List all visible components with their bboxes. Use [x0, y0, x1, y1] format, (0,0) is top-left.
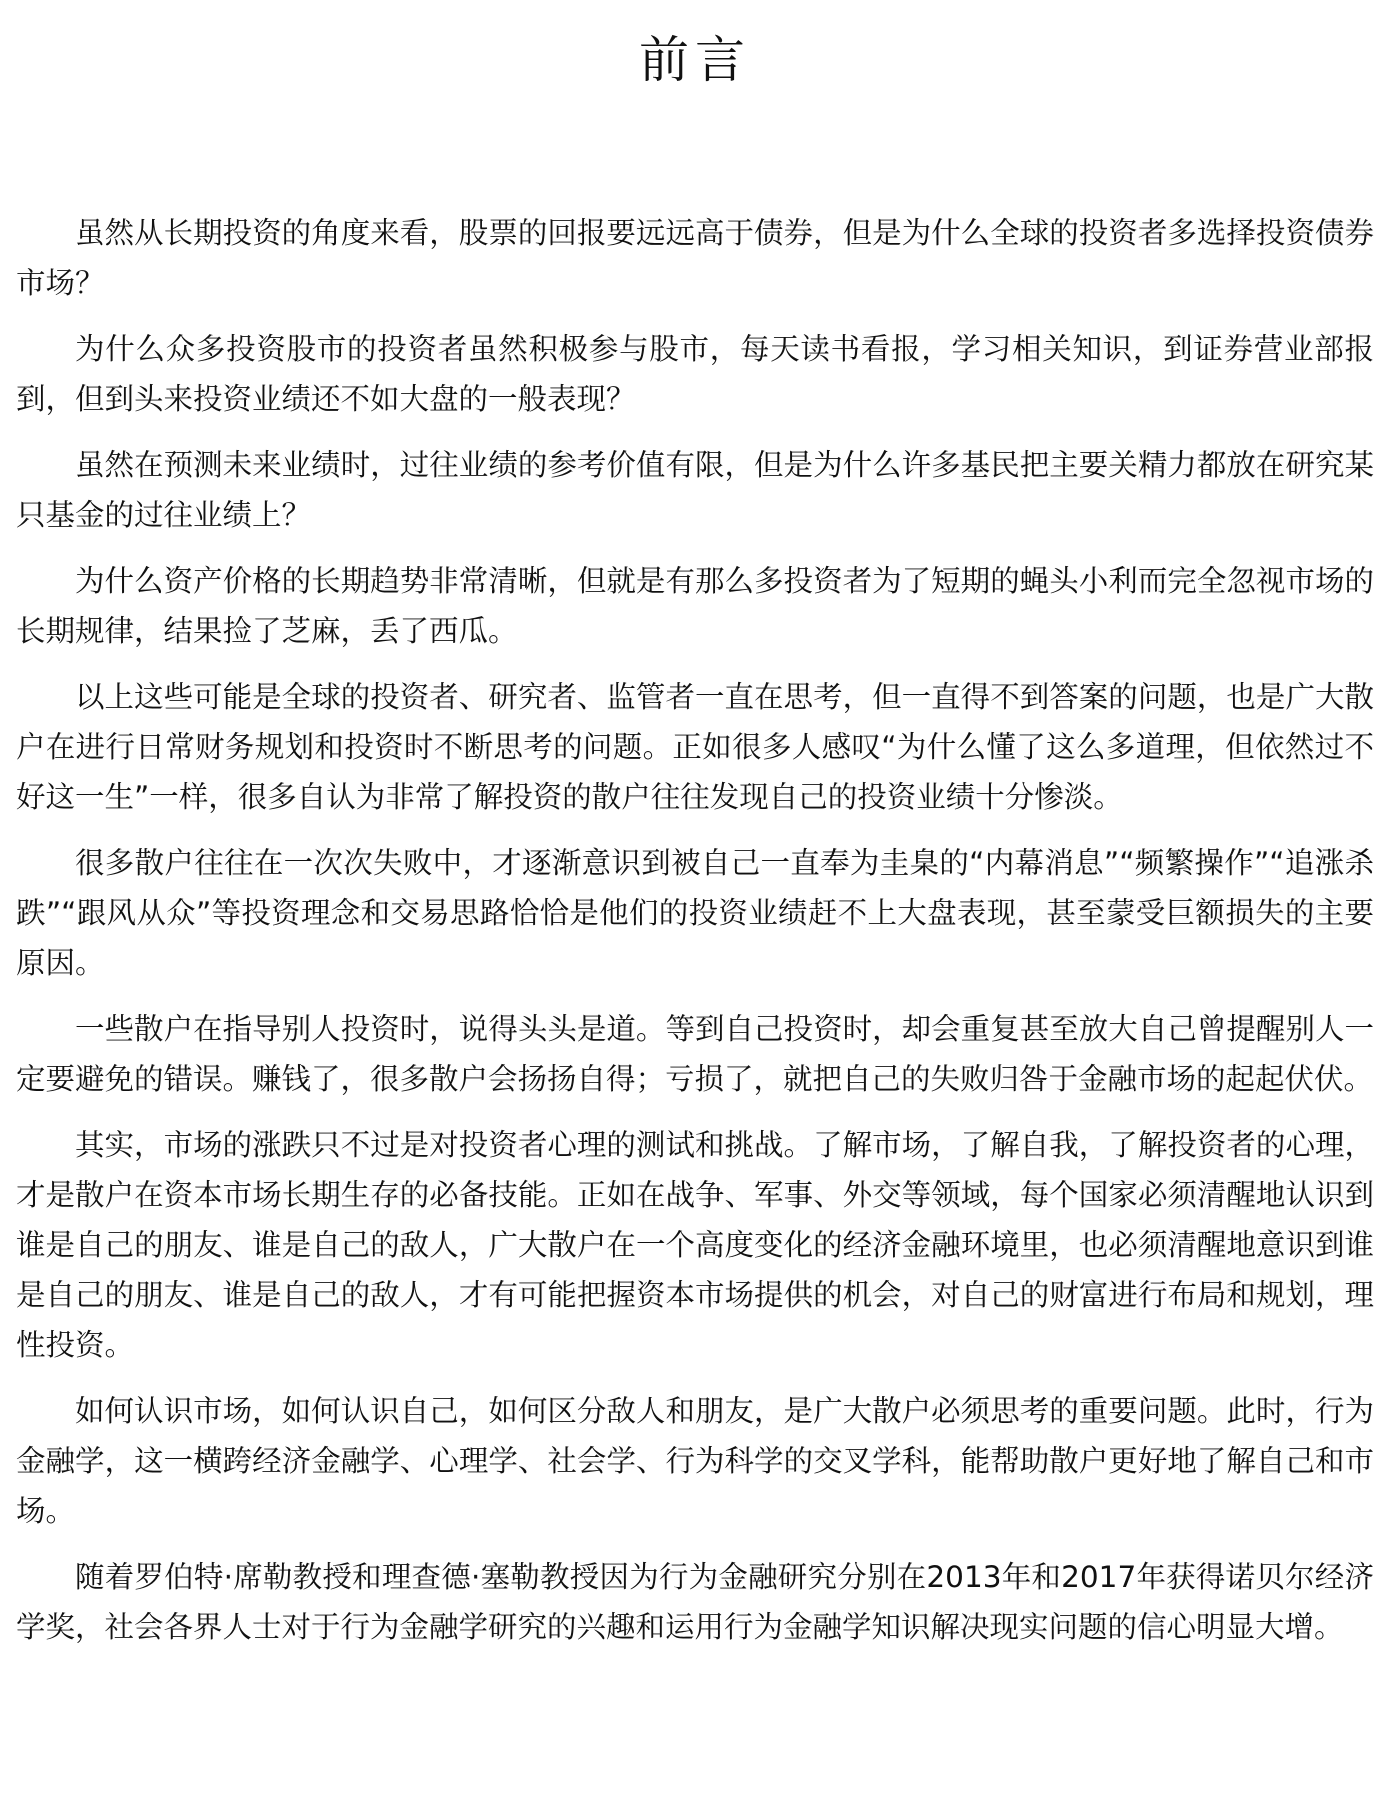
page-title: 前言	[639, 31, 751, 89]
paragraph-9: 如何认识市场，如何认识自己，如何区分敌人和朋友，是广大散户必须思考的重要问题。此时，行为金融学，这一横跨经济金融学、心理学、社会学、行为科学的交叉学科，能帮助散户更好地了解自己和市场。	[16, 1394, 1374, 1528]
paragraph-4: 为什么资产价格的长期趋势非常清晰，但就是有那么多投资者为了短期的蝇头小利而完全忽视市场的长期规律，结果捡了芝麻，丢了西瓜。	[16, 564, 1374, 648]
preface-body	[16, 208, 1374, 1652]
paragraph-2: 为什么众多投资股市的投资者虽然积极参与股市，每天读书看报，学习相关知识，到证券营业部报到，但到头来投资业绩还不如大盘的一般表现？	[16, 332, 1374, 416]
paragraph-8: 其实，市场的涨跌只不过是对投资者心理的测试和挑战。了解市场，了解自我，了解投资者的心理，才是散户在资本市场长期生存的必备技能。正如在战争、军事、外交等领域，每个国家必须清醒地认识到谁是自己的朋友、谁是自己的敌人，广大散户在一个高度变化的经济金融环境里，也必须清醒地意识到谁是自己的朋友、谁是自己的敌人，才有可能把握资本市场提供的机会，对自己的财富进行布局和规划，理性投资。	[16, 1128, 1374, 1362]
paragraph-6: 很多散户往往在一次次失败中，才逐渐意识到被自己一直奉为圭臬的“内幕消息”“频繁操作”“追涨杀跌”“跟风从众”等投资理念和交易思路恰恰是他们的投资业绩赶不上大盘表现，甚至蒙受巨额损失的主要原因。	[16, 846, 1374, 980]
paragraph-5: 以上这些可能是全球的投资者、研究者、监管者一直在思考，但一直得不到答案的问题，也是广大散户在进行日常财务规划和投资时不断思考的问题。正如很多人感叹“为什么懂了这么多道理，但依然过不好这一生”一样，很多自认为非常了解投资的散户往往发现自己的投资业绩十分惨淡。	[16, 680, 1374, 814]
paragraph-10: 随着罗伯特·席勒教授和理查德·塞勒教授因为行为金融研究分别在2013年和2017年获得诺贝尔经济学奖，社会各界人士对于行为金融学研究的兴趣和运用行为金融学知识解决现实问题的信心明显大增。	[16, 1560, 1374, 1644]
paragraph-1: 虽然从长期投资的角度来看，股票的回报要远远高于债券，但是为什么全球的投资者多选择投资债券市场？	[16, 216, 1374, 300]
paragraph-7: 一些散户在指导别人投资时，说得头头是道。等到自己投资时，却会重复甚至放大自己曾提醒别人一定要避免的错误。赚钱了，很多散户会扬扬自得；亏损了，就把自己的失败归咎于金融市场的起起伏伏。	[16, 1012, 1374, 1096]
paragraph-3: 虽然在预测未来业绩时，过往业绩的参考价值有限，但是为什么许多基民把主要关精力都放在研究某只基金的过往业绩上？	[16, 448, 1374, 532]
document-page	[16, 0, 1374, 1668]
